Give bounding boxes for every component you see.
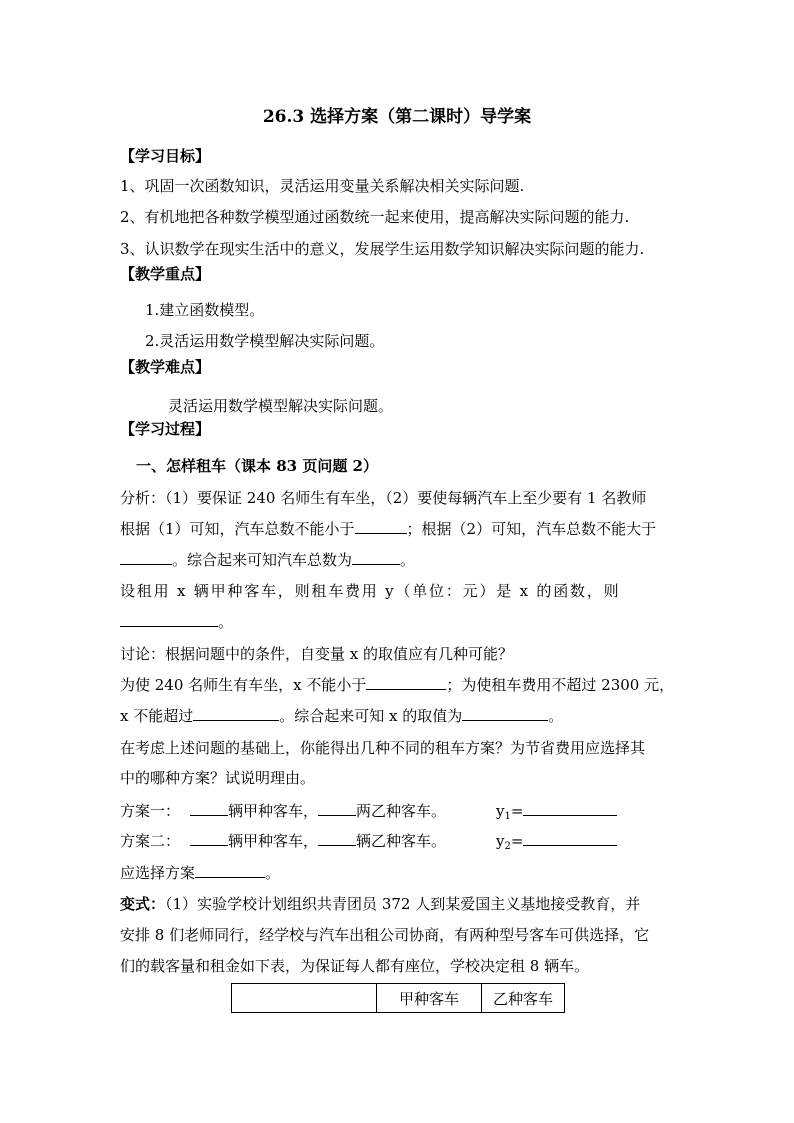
answer-blank[interactable] bbox=[523, 800, 617, 816]
key-point-item: 2.灵活运用数学模型解决实际问题。 bbox=[145, 332, 385, 350]
difficulty-text: 灵活运用数学模型解决实际问题。 bbox=[168, 397, 394, 415]
condition-line: 为使 240 名师生有车坐，x 不能小于 ；为使租车费用不超过 2300 元， bbox=[120, 676, 675, 694]
plan-one-cost: $y_1=$ bbox=[496, 800, 617, 827]
variant-line: 变式：（1）实验学校计划组织共青团员 372 人到某爱国主义基地接受教育，并 bbox=[120, 895, 641, 913]
variant-line: 安排 8 们老师同行，经学校与汽车出租公司协商，有两种型号客车可供选择，它 bbox=[120, 926, 650, 944]
answer-blank[interactable] bbox=[318, 800, 356, 816]
answer-blank[interactable] bbox=[193, 705, 279, 721]
table-header-cell: 乙种客车 bbox=[482, 984, 565, 1013]
choose-plan-line: 应选择方案 。 bbox=[120, 864, 281, 882]
variant-line: 们的载客量和租金如下表，为保证每人都有座位，学校决定租 8 辆车。 bbox=[120, 957, 590, 975]
key-point-item: 1.建立函数模型。 bbox=[145, 301, 265, 319]
analysis-line: 分析：（1）要保证 240 名师生有车坐，（2）要使每辆汽车上至少要有 1 名教师 bbox=[120, 489, 647, 507]
answer-blank[interactable] bbox=[352, 549, 400, 565]
answer-blank[interactable] bbox=[523, 830, 617, 846]
answer-blank[interactable] bbox=[120, 611, 218, 627]
objective-item: 2、有机地把各种数学模型通过函数统一起来使用，提高解决实际问题的能力. bbox=[120, 208, 630, 226]
consider-line: 中的哪种方案？试说明理由。 bbox=[120, 769, 316, 787]
objective-item: 1、巩固一次函数知识，灵活运用变量关系解决相关实际问题. bbox=[120, 177, 525, 195]
answer-blank[interactable] bbox=[120, 549, 172, 565]
plan-two-line: 方案二： 辆甲种客车， 辆乙种客车。 bbox=[120, 832, 447, 850]
analysis-line: 。综合起来可知汽车总数为 。 bbox=[120, 549, 415, 570]
answer-blank[interactable] bbox=[355, 518, 407, 534]
answer-blank[interactable] bbox=[195, 862, 265, 878]
answer-blank[interactable] bbox=[190, 830, 228, 846]
setup-line: 设租用 x 辆甲种客车，则租车费用 y（单位：元）是 x 的函数，则 bbox=[120, 582, 621, 600]
difficulty-heading: 【教学难点】 bbox=[120, 358, 211, 376]
table-header-cell: 甲种客车 bbox=[377, 984, 482, 1013]
table-header-cell bbox=[232, 984, 377, 1013]
process-heading: 【学习过程】 bbox=[120, 420, 211, 438]
discussion-line: 讨论：根据问题中的条件，自变量 x 的取值应有几种可能？ bbox=[120, 645, 513, 663]
setup-line: 。 bbox=[120, 611, 233, 632]
analysis-line: 根据（1）可知，汽车总数不能小于 ；根据（2）可知，汽车总数不能大于 bbox=[120, 520, 657, 538]
table-row bbox=[232, 984, 565, 1013]
objectives-heading: 【学习目标】 bbox=[120, 147, 211, 165]
plan-one-line: 方案一： 辆甲种客车， 两乙种客车。 bbox=[120, 802, 447, 820]
section-heading: 一、怎样租车（课本 83 页问题 2） bbox=[136, 457, 378, 475]
answer-blank[interactable] bbox=[462, 705, 548, 721]
condition-line: x 不能超过 。综合起来可知 x 的取值为 。 bbox=[120, 707, 564, 725]
answer-blank[interactable] bbox=[318, 830, 356, 846]
objective-item: 3、认识数学在现实生活中的意义，发展学生运用数学知识解决实际问题的能力. bbox=[120, 240, 645, 258]
variant-label: 变式： bbox=[120, 895, 166, 913]
plan-two-cost: $y_2=$ bbox=[496, 830, 617, 857]
rental-table bbox=[231, 983, 565, 1013]
answer-blank[interactable] bbox=[366, 674, 446, 690]
answer-blank[interactable] bbox=[190, 800, 228, 816]
key-points-heading: 【教学重点】 bbox=[120, 265, 211, 283]
consider-line: 在考虑上述问题的基础上，你能得出几种不同的租车方案？为节省费用应选择其 bbox=[120, 739, 646, 757]
page-title: 26.3 选择方案（第二课时）导学案 bbox=[262, 107, 532, 127]
